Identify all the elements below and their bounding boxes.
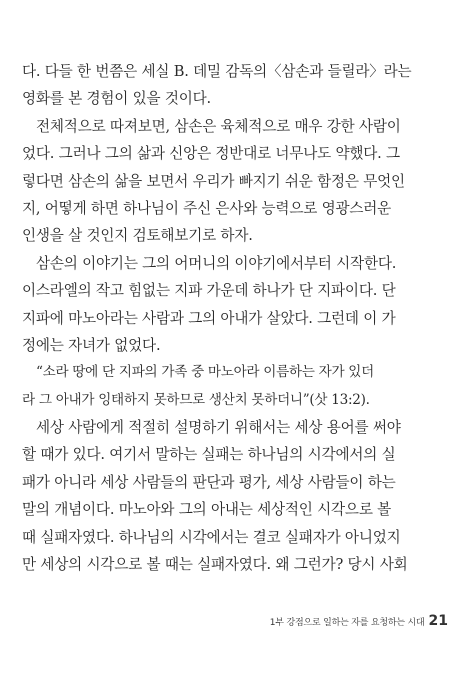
text-line: 전체적으로 따져보면, 삼손은 육체적으로 매우 강한 사람이 [36,117,401,135]
text-line: 이스라엘의 작고 힘없는 지파 가운데 하나가 단 지파이다. 단 [22,282,396,300]
text-line: 지, 어떻게 하면 하나님이 주신 은사와 능력으로 영광스러운 [22,199,392,217]
text-line: 었다. 그러나 그의 삶과 신앙은 정반대로 너무나도 약했다. 그 [22,145,400,163]
text-line: 말의 개념이다. 마노아와 그의 아내는 세상적인 시각으로 볼 [22,501,392,519]
body-text [22,58,432,578]
text-line: 패가 아니라 세상 사람들의 판단과 평가, 세상 사람들이 하는 [22,473,396,491]
text-line: 영화를 본 경험이 있을 것이다. [22,90,211,108]
page-footer [270,613,448,633]
text-line: 지파에 마노아라는 사람과 그의 아내가 살았다. 그런데 이 가 [22,309,396,327]
text-line: 만 세상의 시각으로 볼 때는 실패자였다. 왜 그런가? 당시 사회 [22,556,408,574]
text-line: 할 때가 있다. 여기서 말하는 실패는 하나님의 시각에서의 실 [22,446,396,464]
scripture-quote-line: 라 그 아내가 잉태하지 못하므로 생산치 못하더니”(삿 13:2). [22,391,370,408]
text-line: 렇다면 삼손의 삶을 보면서 우리가 빠지기 쉬운 함정은 무엇인 [22,172,405,190]
text-line: 삼손의 이야기는 그의 어머니의 이야기에서부터 시작한다. [36,254,397,272]
page-number: 21 [428,613,448,629]
text-line: 정에는 자녀가 없었다. [22,336,161,354]
running-head: 1부 강점으로 일하는 자를 요청하는 시대 [269,618,425,628]
scripture-quote-line: “소라 땅에 단 지파의 가족 중 마노아라 이름하는 자가 있더 [36,364,374,381]
text-line: 때 실패자였다. 하나님의 시각에서는 결코 실패자가 아니었지 [22,528,401,546]
text-line: 세상 사람에게 적절히 설명하기 위해서는 세상 용어를 써야 [36,419,401,437]
text-line: 인생을 살 것인지 검토해보기로 하자. [22,227,253,245]
text-line: 다. 다들 한 번쯤은 세실 B. 데밀 감독의〈삼손과 들릴라〉라는 [22,63,412,80]
